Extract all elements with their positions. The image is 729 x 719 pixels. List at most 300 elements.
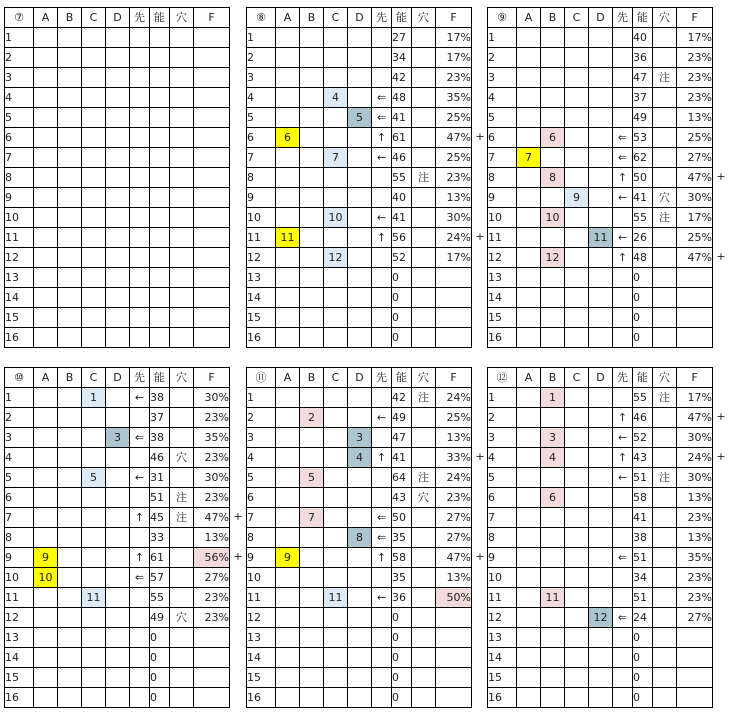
pace-arrow: ← — [372, 588, 392, 608]
column-a-cell — [517, 168, 541, 188]
table-row — [247, 108, 472, 128]
ability-value: 52 — [392, 248, 412, 268]
horse-number: 5 — [5, 468, 34, 488]
f-percent — [194, 288, 230, 308]
pace-arrow — [130, 308, 150, 328]
longshot-mark — [412, 328, 436, 348]
table-row — [247, 128, 472, 148]
column-a-cell — [517, 448, 541, 468]
pace-arrow — [130, 228, 150, 248]
ability-value: 43 — [392, 488, 412, 508]
ability-value — [150, 208, 170, 228]
horse-number: 1 — [488, 28, 517, 48]
column-a-cell — [276, 168, 300, 188]
horse-number: 6 — [5, 488, 34, 508]
horse-number: 13 — [488, 268, 517, 288]
f-percent: 25% — [436, 148, 472, 168]
f-percent — [194, 228, 230, 248]
f-percent — [194, 688, 230, 708]
ability-value: 57 — [150, 568, 170, 588]
pace-arrow — [613, 268, 633, 288]
pace-arrow — [372, 188, 392, 208]
column-d-cell — [348, 208, 372, 228]
ability-value: 48 — [392, 88, 412, 108]
pace-arrow: ↑ — [613, 408, 633, 428]
column-b-cell — [58, 668, 82, 688]
ability-value: 58 — [633, 488, 653, 508]
ability-value: 64 — [392, 468, 412, 488]
marked-cell: 11 — [276, 228, 300, 248]
column-b-cell — [300, 248, 324, 268]
column-d-cell — [348, 628, 372, 648]
column-header: B — [58, 368, 82, 388]
pace-arrow — [130, 408, 150, 428]
marked-cell: 8 — [541, 168, 565, 188]
horse-number: 14 — [488, 288, 517, 308]
ability-value: 49 — [633, 108, 653, 128]
table-row — [247, 528, 472, 548]
f-percent — [677, 648, 713, 668]
column-b-cell — [300, 628, 324, 648]
ability-value: 24 — [633, 608, 653, 628]
column-b-cell — [58, 508, 82, 528]
pace-arrow — [613, 28, 633, 48]
column-header: 能 — [392, 8, 412, 28]
longshot-mark — [412, 668, 436, 688]
pace-arrow — [613, 88, 633, 108]
column-b-cell — [300, 48, 324, 68]
column-c-cell — [82, 648, 106, 668]
plus-mark: + — [716, 250, 726, 263]
horse-number: 8 — [247, 168, 276, 188]
column-a-cell — [517, 68, 541, 88]
column-header: 能 — [633, 368, 653, 388]
column-a-cell — [34, 88, 58, 108]
longshot-mark — [412, 268, 436, 288]
horse-number: 13 — [247, 268, 276, 288]
column-a-cell — [517, 248, 541, 268]
horse-number: 4 — [488, 88, 517, 108]
table-row — [488, 448, 713, 468]
column-a-cell — [517, 388, 541, 408]
column-b-cell — [541, 308, 565, 328]
column-d-cell — [589, 208, 613, 228]
ability-value: 42 — [392, 388, 412, 408]
marked-cell: 12 — [541, 248, 565, 268]
table-row — [247, 608, 472, 628]
pace-arrow — [372, 468, 392, 488]
marked-cell: 9 — [565, 188, 589, 208]
f-percent — [194, 48, 230, 68]
longshot-mark — [653, 568, 677, 588]
f-percent — [436, 328, 472, 348]
longshot-mark — [653, 688, 677, 708]
column-c-cell — [324, 108, 348, 128]
column-d-cell — [589, 68, 613, 88]
column-a-cell — [276, 388, 300, 408]
column-c-cell — [324, 528, 348, 548]
marked-cell: 4 — [324, 88, 348, 108]
column-b-cell — [58, 208, 82, 228]
ability-value — [150, 248, 170, 268]
pace-arrow — [130, 488, 150, 508]
header-row — [488, 8, 713, 28]
pace-arrow — [372, 308, 392, 328]
column-c-cell — [82, 68, 106, 88]
pace-arrow — [130, 108, 150, 128]
column-a-cell — [517, 488, 541, 508]
column-a-cell — [276, 288, 300, 308]
pace-arrow — [130, 628, 150, 648]
table-row — [488, 188, 713, 208]
column-d-cell — [348, 188, 372, 208]
pace-arrow: ↑ — [613, 168, 633, 188]
horse-number: 7 — [488, 148, 517, 168]
f-percent: 25% — [677, 128, 713, 148]
column-c-cell — [82, 268, 106, 288]
table-row — [5, 668, 230, 688]
column-d-cell — [106, 28, 130, 48]
column-b-cell — [300, 388, 324, 408]
column-b-cell — [300, 308, 324, 328]
column-b-cell — [541, 268, 565, 288]
longshot-mark — [412, 288, 436, 308]
ability-value — [150, 188, 170, 208]
f-percent — [436, 648, 472, 668]
column-header: B — [58, 8, 82, 28]
table-row — [247, 508, 472, 528]
longshot-mark — [170, 648, 194, 668]
horse-number: 12 — [247, 248, 276, 268]
column-d-cell — [106, 588, 130, 608]
horse-number: 15 — [247, 668, 276, 688]
ability-value: 41 — [392, 208, 412, 228]
longshot-mark — [412, 128, 436, 148]
column-d-cell — [589, 528, 613, 548]
marked-cell: 7 — [300, 508, 324, 528]
column-d-cell — [589, 328, 613, 348]
table-row — [488, 68, 713, 88]
marked-cell: 11 — [324, 588, 348, 608]
column-b-cell — [300, 528, 324, 548]
column-b-cell — [300, 648, 324, 668]
table-row — [488, 588, 713, 608]
plus-mark: + — [233, 550, 243, 563]
pace-arrow — [372, 328, 392, 348]
column-d-cell — [106, 548, 130, 568]
horse-number: 5 — [5, 108, 34, 128]
horse-number: 12 — [5, 248, 34, 268]
column-a-cell — [276, 428, 300, 448]
longshot-mark — [170, 128, 194, 148]
f-percent — [194, 188, 230, 208]
column-d-cell — [348, 568, 372, 588]
f-percent: 27% — [677, 608, 713, 628]
race-number-label: ⑪ — [247, 368, 276, 388]
longshot-mark — [170, 548, 194, 568]
race-panel — [246, 367, 485, 708]
column-a-cell — [517, 288, 541, 308]
column-d-cell — [106, 668, 130, 688]
column-b-cell — [300, 568, 324, 588]
ability-value — [150, 148, 170, 168]
horse-number: 4 — [5, 88, 34, 108]
longshot-mark — [170, 628, 194, 648]
column-header: A — [276, 8, 300, 28]
longshot-mark — [653, 608, 677, 628]
column-d-cell — [589, 588, 613, 608]
longshot-mark — [170, 328, 194, 348]
table-row — [247, 48, 472, 68]
longshot-mark: 注 — [170, 508, 194, 528]
table-row — [5, 128, 230, 148]
column-b-cell — [58, 588, 82, 608]
column-header: 穴 — [170, 368, 194, 388]
marked-cell: 3 — [541, 428, 565, 448]
f-percent: 27% — [436, 528, 472, 548]
horse-number: 2 — [5, 408, 34, 428]
ability-value: 49 — [392, 408, 412, 428]
column-a-cell — [34, 168, 58, 188]
horse-number: 16 — [5, 688, 34, 708]
column-b-cell — [58, 308, 82, 328]
column-c-cell — [82, 308, 106, 328]
horse-number: 14 — [247, 288, 276, 308]
horse-number: 1 — [5, 28, 34, 48]
column-a-cell — [276, 308, 300, 328]
f-percent: 13% — [677, 108, 713, 128]
horse-number: 8 — [247, 528, 276, 548]
column-header: F — [194, 368, 230, 388]
column-c-cell — [324, 568, 348, 588]
race-table — [246, 7, 472, 348]
column-d-cell — [106, 648, 130, 668]
column-a-cell — [34, 528, 58, 548]
ability-value: 38 — [150, 388, 170, 408]
column-a-cell — [34, 68, 58, 88]
f-percent: 13% — [436, 188, 472, 208]
horse-number: 4 — [5, 448, 34, 468]
longshot-mark — [412, 208, 436, 228]
table-row — [5, 448, 230, 468]
longshot-mark — [653, 268, 677, 288]
column-d-cell — [589, 388, 613, 408]
column-header: D — [589, 8, 613, 28]
table-row — [488, 568, 713, 588]
marked-cell: 12 — [589, 608, 613, 628]
table-row — [488, 548, 713, 568]
ability-value: 0 — [150, 648, 170, 668]
ability-value: 51 — [633, 588, 653, 608]
horse-number: 14 — [488, 648, 517, 668]
f-percent — [436, 268, 472, 288]
header-row — [247, 8, 472, 28]
ability-value: 0 — [392, 268, 412, 288]
column-b-cell — [300, 428, 324, 448]
column-c-cell — [324, 228, 348, 248]
longshot-mark — [170, 468, 194, 488]
column-c-cell — [82, 568, 106, 588]
pace-arrow: ⇐ — [372, 108, 392, 128]
longshot-mark — [653, 548, 677, 568]
column-c-cell — [565, 468, 589, 488]
column-c-cell — [565, 328, 589, 348]
column-a-cell — [276, 628, 300, 648]
column-b-cell — [541, 548, 565, 568]
ability-value: 41 — [392, 448, 412, 468]
column-c-cell — [82, 288, 106, 308]
column-c-cell — [565, 68, 589, 88]
f-percent: 13% — [677, 488, 713, 508]
table-row — [5, 588, 230, 608]
horse-number: 2 — [5, 48, 34, 68]
ability-value: 33 — [150, 528, 170, 548]
longshot-mark — [653, 588, 677, 608]
marked-cell: 5 — [82, 468, 106, 488]
column-a-cell — [34, 468, 58, 488]
longshot-mark — [412, 28, 436, 48]
horse-number: 13 — [247, 628, 276, 648]
column-b-cell — [58, 268, 82, 288]
horse-number: 9 — [488, 548, 517, 568]
column-d-cell — [106, 408, 130, 428]
pace-arrow — [130, 28, 150, 48]
longshot-mark — [653, 308, 677, 328]
column-b-cell — [300, 588, 324, 608]
longshot-mark — [170, 88, 194, 108]
column-b-cell — [58, 688, 82, 708]
marked-cell: 8 — [348, 528, 372, 548]
table-row — [5, 228, 230, 248]
pace-arrow — [130, 68, 150, 88]
column-a-cell — [34, 428, 58, 448]
pace-arrow — [372, 428, 392, 448]
pace-arrow — [613, 528, 633, 548]
column-d-cell — [348, 668, 372, 688]
column-d-cell — [106, 128, 130, 148]
column-b-cell — [541, 608, 565, 628]
column-c-cell — [324, 488, 348, 508]
longshot-mark — [412, 588, 436, 608]
table-row — [488, 48, 713, 68]
ability-value: 49 — [150, 608, 170, 628]
f-percent: 23% — [194, 408, 230, 428]
ability-value: 58 — [392, 548, 412, 568]
ability-value: 40 — [392, 188, 412, 208]
longshot-mark — [170, 108, 194, 128]
column-b-cell — [300, 108, 324, 128]
column-b-cell — [300, 488, 324, 508]
column-a-cell — [517, 648, 541, 668]
horse-number: 1 — [247, 28, 276, 48]
f-percent: 30% — [677, 188, 713, 208]
table-row — [5, 248, 230, 268]
pace-arrow: ← — [613, 188, 633, 208]
table-row — [247, 468, 472, 488]
table-row — [488, 488, 713, 508]
column-d-cell — [106, 308, 130, 328]
column-c-cell — [82, 548, 106, 568]
ability-value: 35 — [392, 568, 412, 588]
column-d-cell — [348, 168, 372, 188]
column-a-cell — [34, 488, 58, 508]
column-header: B — [541, 8, 565, 28]
ability-value: 0 — [392, 288, 412, 308]
column-d-cell — [348, 248, 372, 268]
ability-value: 0 — [633, 688, 653, 708]
column-b-cell — [58, 108, 82, 128]
ability-value — [150, 68, 170, 88]
longshot-mark — [653, 488, 677, 508]
column-c-cell — [82, 508, 106, 528]
pace-arrow — [130, 448, 150, 468]
column-d-cell — [589, 268, 613, 288]
pace-arrow: ↑ — [372, 128, 392, 148]
column-d-cell — [589, 428, 613, 448]
longshot-mark — [653, 128, 677, 148]
f-percent: 23% — [436, 68, 472, 88]
pace-arrow — [613, 328, 633, 348]
column-b-cell — [300, 168, 324, 188]
column-header: F — [194, 8, 230, 28]
horse-number: 10 — [247, 568, 276, 588]
column-d-cell — [106, 468, 130, 488]
ability-value: 46 — [150, 448, 170, 468]
column-b-cell — [300, 268, 324, 288]
longshot-mark — [170, 48, 194, 68]
column-a-cell — [517, 308, 541, 328]
pace-arrow — [613, 568, 633, 588]
column-c-cell — [565, 128, 589, 148]
marked-cell: 7 — [517, 148, 541, 168]
column-d-cell — [589, 488, 613, 508]
column-b-cell — [58, 188, 82, 208]
column-c-cell — [324, 68, 348, 88]
column-c-cell — [565, 168, 589, 188]
marked-cell: 3 — [106, 428, 130, 448]
ability-value: 52 — [633, 428, 653, 448]
f-percent: 17% — [436, 48, 472, 68]
pace-arrow: ⇐ — [613, 148, 633, 168]
column-b-cell — [541, 288, 565, 308]
column-header: 穴 — [653, 8, 677, 28]
column-a-cell — [517, 468, 541, 488]
column-b-cell — [58, 408, 82, 428]
column-b-cell — [58, 228, 82, 248]
marked-cell: 11 — [82, 588, 106, 608]
horse-number: 9 — [5, 548, 34, 568]
ability-value: 43 — [633, 448, 653, 468]
pace-arrow — [372, 28, 392, 48]
pace-arrow: ⇐ — [372, 528, 392, 548]
f-percent: 27% — [677, 148, 713, 168]
pace-arrow: ← — [613, 228, 633, 248]
longshot-mark — [170, 248, 194, 268]
horse-number: 11 — [5, 228, 34, 248]
column-b-cell — [541, 228, 565, 248]
column-d-cell — [106, 108, 130, 128]
ability-value — [150, 28, 170, 48]
ability-value: 50 — [633, 168, 653, 188]
table-row — [488, 668, 713, 688]
f-percent: 47% — [677, 408, 713, 428]
table-row — [5, 388, 230, 408]
table-row — [247, 28, 472, 48]
ability-value: 0 — [392, 688, 412, 708]
ability-value: 55 — [633, 388, 653, 408]
longshot-mark — [170, 268, 194, 288]
column-b-cell — [541, 88, 565, 108]
